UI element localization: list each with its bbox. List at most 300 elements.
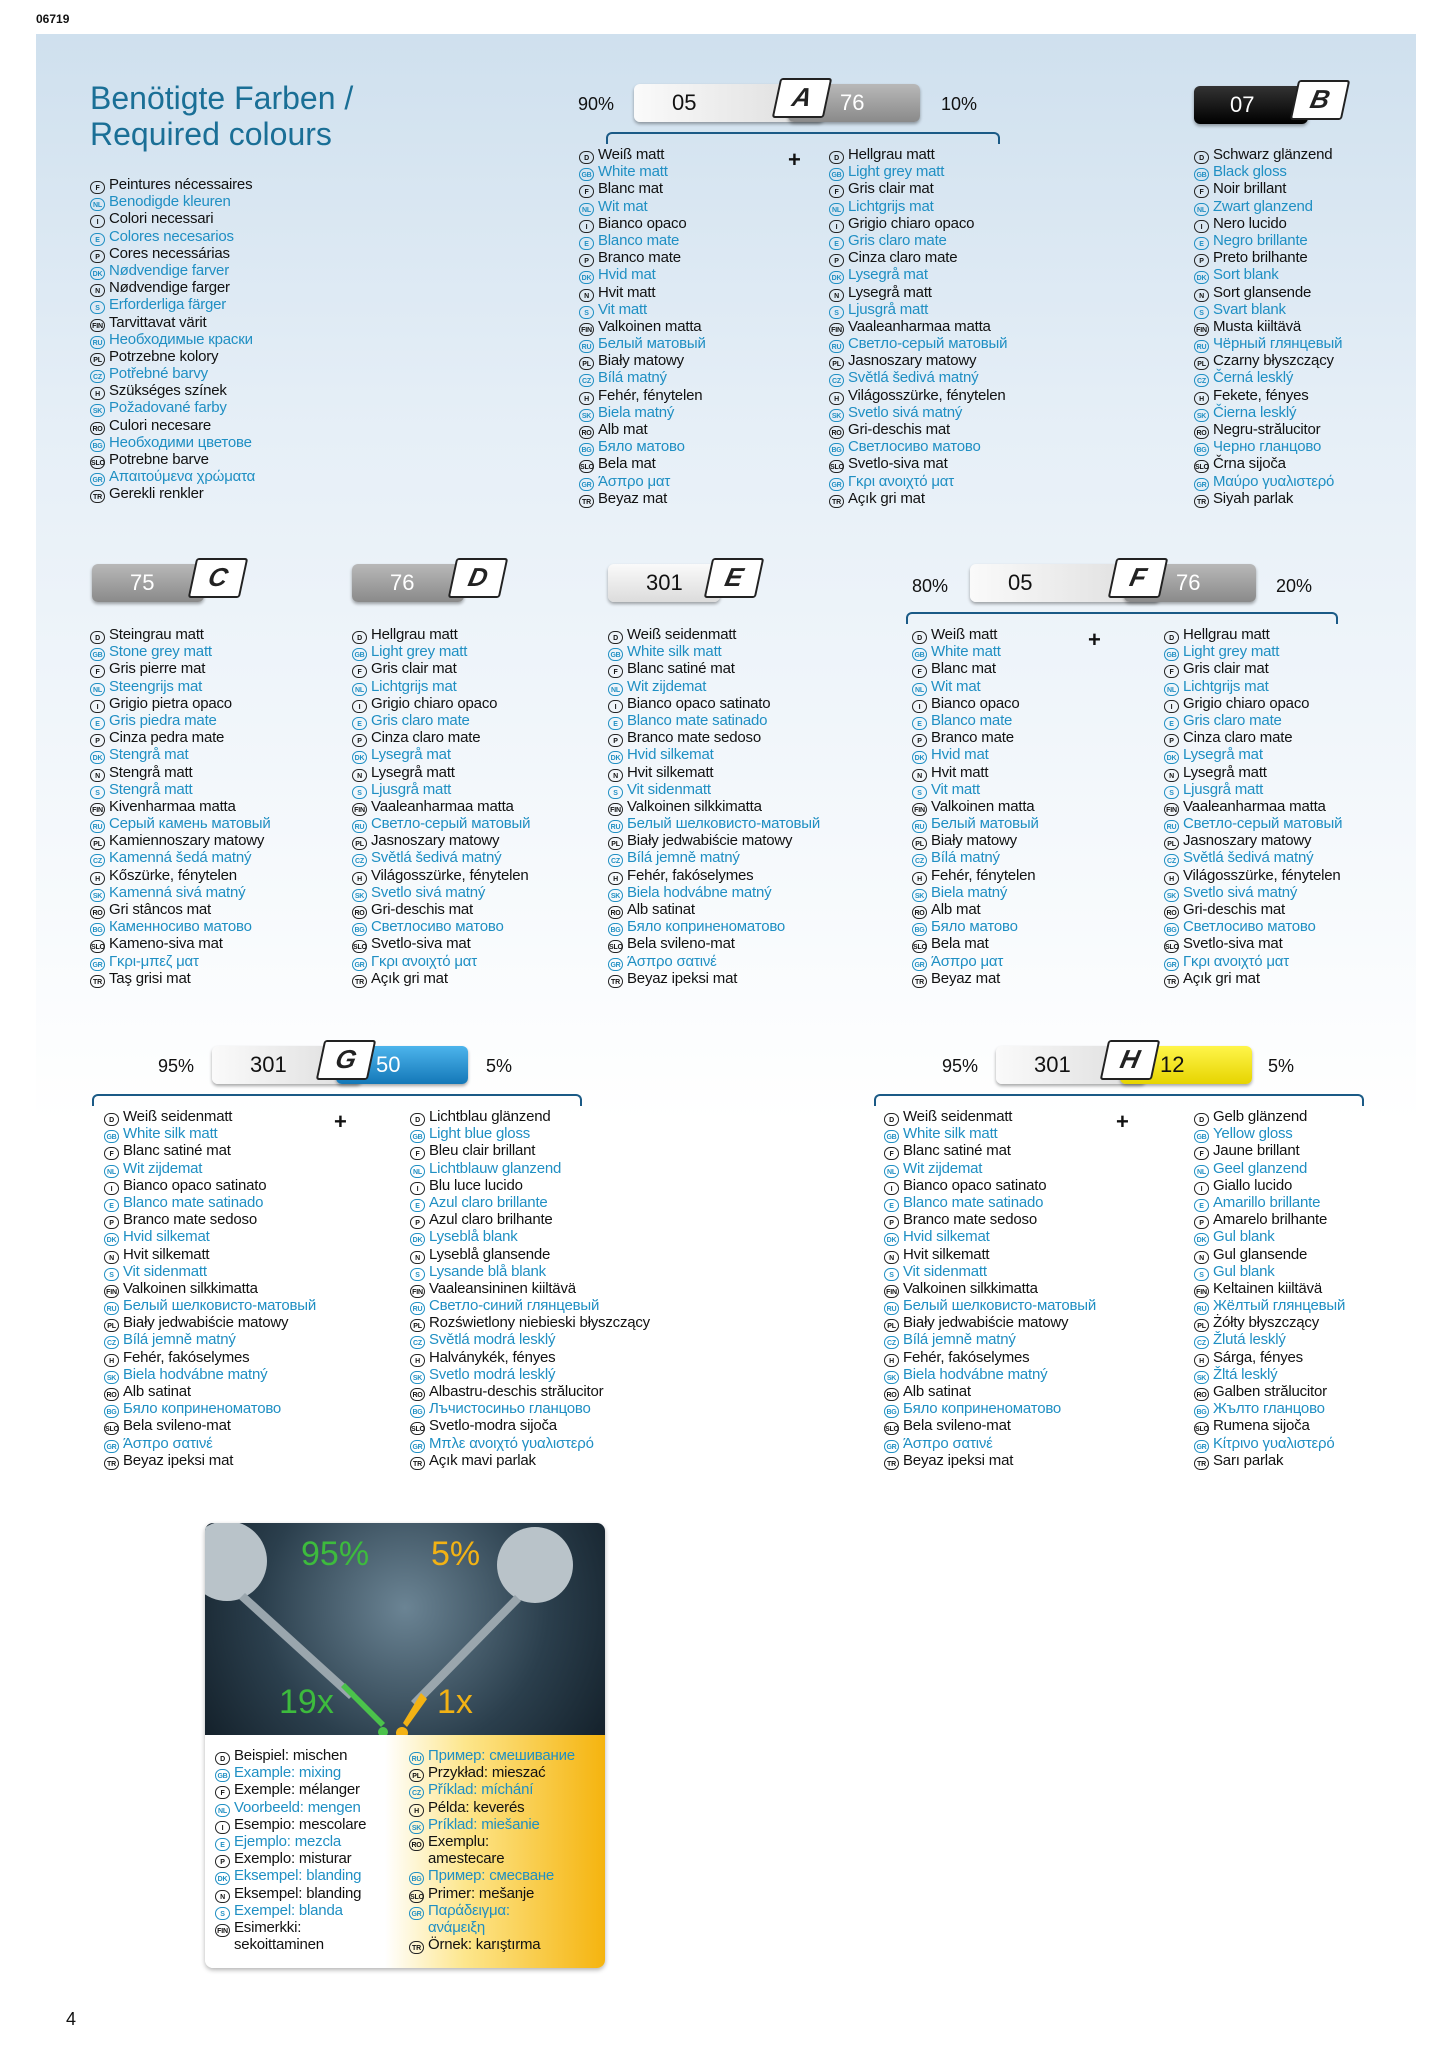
list-item <box>912 884 1039 901</box>
language-flag-icon: FIN <box>579 323 594 336</box>
list-item <box>90 314 255 331</box>
list-item-text: Biały jedwabiście matowy <box>627 832 793 850</box>
list-item-text: Gris claro mate <box>848 231 947 249</box>
list-item-text: Απαιτούμενα χρώματα <box>109 468 256 486</box>
list-item <box>90 678 271 695</box>
list-item-text: Kamiennoszary matowy <box>109 832 265 850</box>
list-item-text: Hvit silkematt <box>123 1245 210 1263</box>
list-item <box>1164 712 1342 729</box>
language-flag-icon: CZ <box>912 854 927 867</box>
list-item-text: Beyaz mat <box>598 489 668 507</box>
mix-f-left-percent: 80% <box>912 576 949 596</box>
list-item-text: Beyaz ipeksi mat <box>123 1451 234 1469</box>
list-item <box>884 1228 1096 1245</box>
language-flag-icon: H <box>1194 1354 1209 1367</box>
list-item <box>1194 1452 1345 1469</box>
list-item-text: Grigio chiaro opaco <box>1183 694 1310 712</box>
language-flag-icon: H <box>90 387 105 400</box>
list-item-text: Světlá šedivá matný <box>848 369 979 387</box>
list-item <box>90 867 271 884</box>
language-flag-icon: I <box>608 700 623 713</box>
list-item-text: Világosszürke, fénytelen <box>371 866 529 884</box>
list-item-text: Lyseblå blank <box>429 1228 518 1246</box>
language-flag-icon: E <box>104 1199 119 1212</box>
list-item-text: Bianco opaco <box>598 214 687 232</box>
list-item <box>352 626 530 643</box>
list-item <box>352 764 530 781</box>
document-code: 06719 <box>36 12 70 26</box>
list-item <box>884 1194 1096 1211</box>
list-item <box>1194 1383 1345 1400</box>
list-item-text: Grigio chiaro opaco <box>371 694 498 712</box>
mix-a-bracket <box>606 132 1000 144</box>
list-item <box>829 266 1007 283</box>
language-flag-icon: SK <box>912 889 927 902</box>
list-item-text: Biały matowy <box>931 832 1017 850</box>
list-item-text: Weiß matt <box>931 626 998 643</box>
language-flag-icon: E <box>829 237 844 250</box>
list-item <box>104 1177 316 1194</box>
mix-g-white-pot: 301 <box>212 1046 362 1084</box>
list-item-text: Beyaz ipeksi mat <box>903 1451 1014 1469</box>
list-item <box>1194 146 1342 163</box>
list-item <box>1194 1228 1345 1245</box>
list-item <box>352 884 530 901</box>
list-item <box>1164 970 1342 987</box>
list-item-text: Light blue gloss <box>429 1125 531 1143</box>
list-item-text: Svart blank <box>1213 300 1286 318</box>
list-item <box>1194 249 1342 266</box>
list-item <box>1194 421 1342 438</box>
list-item-text: Geel glanzend <box>1213 1159 1308 1177</box>
list-item-text: Grigio pietra opaco <box>109 694 232 712</box>
list-item <box>90 399 255 416</box>
list-item-text: Negru-strălucitor <box>1213 421 1321 438</box>
list-item <box>352 695 530 712</box>
list-item-text: Nødvendige farver <box>109 261 229 279</box>
list-item-text: Eksempel: blanding <box>234 1884 362 1902</box>
list-item <box>352 918 530 935</box>
language-flag-icon: I <box>215 1821 230 1834</box>
list-item-text: Esimerkki: <box>234 1918 302 1936</box>
mix-h-white-pot: 301 <box>996 1046 1146 1084</box>
language-flag-icon: GB <box>829 168 844 181</box>
language-flag-icon: N <box>90 769 105 782</box>
list-item <box>829 198 1007 215</box>
language-flag-icon: I <box>1194 220 1209 233</box>
list-item <box>829 352 1007 369</box>
list-item-text: Exemplu: <box>428 1832 489 1850</box>
list-item-text: Example: mixing <box>234 1764 342 1782</box>
list-item <box>90 485 255 502</box>
list-item-text: Bílá jemně matný <box>627 849 740 867</box>
language-flag-icon: DK <box>1194 271 1209 284</box>
list-item <box>104 1125 316 1142</box>
language-flag-icon: RU <box>352 820 367 833</box>
list-item-text: Необходимые краски <box>109 330 253 348</box>
language-flag-icon: FIN <box>90 803 105 816</box>
list-item <box>90 262 255 279</box>
language-flag-icon: SLO <box>608 940 623 953</box>
list-item <box>410 1435 650 1452</box>
list-item <box>352 867 530 884</box>
language-flag-icon: CZ <box>1194 1336 1209 1349</box>
language-flag-icon: TR <box>579 495 594 508</box>
list-item <box>884 1417 1096 1434</box>
list-item <box>829 404 1007 421</box>
list-item-text: Preto brilhante <box>1213 249 1308 267</box>
list-item-text: sekoittaminen <box>234 1936 324 1954</box>
language-flag-icon: RU <box>829 340 844 353</box>
mix-a-grey-pot: 76 <box>788 84 920 122</box>
list-item-text: Gris clair mat <box>848 180 934 198</box>
language-flag-icon: D <box>215 1752 230 1765</box>
language-flag-icon: P <box>352 734 367 747</box>
pot-c-flag: C <box>188 558 249 598</box>
language-flag-icon: E <box>912 717 927 730</box>
language-flag-icon: E <box>352 717 367 730</box>
list-item-text: Cinza claro mate <box>848 249 958 267</box>
list-item <box>829 387 1007 404</box>
language-flag-icon: PL <box>1194 1319 1209 1332</box>
list-item-text: Biela hodvábne matný <box>627 883 772 901</box>
list-item-text: Peintures nécessaires <box>109 176 253 193</box>
language-flag-icon: BG <box>829 443 844 456</box>
list-item-text: Бяло матово <box>598 438 685 456</box>
list-item-text: Gris clair mat <box>1183 660 1269 678</box>
list-item-text: Potřebné barvy <box>109 365 208 383</box>
list-item-text: Branco mate sedoso <box>903 1211 1037 1229</box>
list-item <box>215 1902 366 1919</box>
list-item <box>104 1314 316 1331</box>
language-flag-icon: CZ <box>409 1786 424 1799</box>
language-flag-icon: GR <box>1194 1440 1209 1453</box>
list-item <box>352 712 530 729</box>
language-flag-icon: DK <box>912 751 927 764</box>
language-flag-icon: H <box>884 1354 899 1367</box>
mix-g-flag: G <box>316 1040 377 1080</box>
language-flag-icon: RO <box>912 906 927 919</box>
list-item-text: Vit matt <box>931 780 980 798</box>
language-flag-icon: SK <box>90 889 105 902</box>
list-item-text: Blanco mate <box>598 231 680 249</box>
language-flag-icon: N <box>1194 289 1209 302</box>
language-flag-icon: RU <box>1164 820 1179 833</box>
list-item <box>884 1314 1096 1331</box>
list-item <box>410 1194 650 1211</box>
mix-a-left-percent: 90% <box>578 94 615 114</box>
language-flag-icon: SK <box>410 1371 425 1384</box>
list-item <box>1164 660 1342 677</box>
language-flag-icon: H <box>1164 872 1179 885</box>
language-flag-icon: BG <box>1164 923 1179 936</box>
list-item-text: Örnek: karıştırma <box>428 1936 541 1954</box>
list-item <box>579 473 706 490</box>
language-flag-icon: D <box>608 631 623 644</box>
language-flag-icon: RO <box>90 422 105 435</box>
list-item-text: Taş grisi mat <box>109 969 191 987</box>
list-item-text: Grigio chiaro opaco <box>848 214 975 232</box>
list-item <box>1194 490 1342 507</box>
list-item <box>884 1366 1096 1383</box>
language-flag-icon: GB <box>215 1769 230 1782</box>
list-item-text: Gris pierre mat <box>109 660 206 678</box>
language-flag-icon: SK <box>409 1821 424 1834</box>
stone-grey-matt-list <box>90 626 271 987</box>
language-flag-icon: NL <box>608 683 623 696</box>
list-item <box>579 180 706 197</box>
language-flag-icon: PL <box>912 837 927 850</box>
list-item <box>912 695 1039 712</box>
pot-d-grey: 76 <box>352 564 464 602</box>
list-item <box>608 729 820 746</box>
list-item-text: Alb satinat <box>903 1383 971 1400</box>
list-item <box>608 626 820 643</box>
list-item <box>104 1263 316 1280</box>
list-item-text: Fehér, fakóselymes <box>903 1348 1030 1366</box>
list-item-text: Hvid mat <box>931 746 989 764</box>
list-item-text: Siyah parlak <box>1213 489 1294 507</box>
list-item-text: Svetlo modrá lesklý <box>429 1365 556 1383</box>
list-item-text: Benodigde kleuren <box>109 193 231 211</box>
language-flag-icon: GR <box>90 473 105 486</box>
language-flag-icon: FIN <box>1194 323 1209 336</box>
list-item-text: Пример: смешивание <box>428 1747 575 1764</box>
list-item-text: Blanc mat <box>931 660 996 678</box>
mix-h-bracket <box>874 1094 1364 1106</box>
list-item <box>410 1297 650 1314</box>
language-flag-icon: SLO <box>410 1422 425 1435</box>
language-flag-icon: BG <box>884 1405 899 1418</box>
language-flag-icon: TR <box>1194 495 1209 508</box>
list-item <box>90 660 271 677</box>
language-flag-icon: CZ <box>608 854 623 867</box>
list-item <box>1164 626 1342 643</box>
language-flag-icon: DK <box>352 751 367 764</box>
language-flag-icon: RO <box>1164 906 1179 919</box>
list-item-text: Wit mat <box>931 677 981 695</box>
list-item-text: Exemple: mélanger <box>234 1781 360 1799</box>
list-item <box>409 1902 575 1919</box>
language-flag-icon: GR <box>579 478 594 491</box>
list-item-text: Bianco opaco <box>931 694 1020 712</box>
list-item <box>1194 1142 1345 1159</box>
list-item-text: Bílá jemně matný <box>903 1331 1016 1349</box>
language-flag-icon: I <box>579 220 594 233</box>
list-item <box>410 1108 650 1125</box>
language-flag-icon: NL <box>90 198 105 211</box>
list-item <box>829 146 1007 163</box>
language-flag-icon: DK <box>608 751 623 764</box>
language-flag-icon: H <box>608 872 623 885</box>
language-flag-icon: RO <box>579 426 594 439</box>
language-flag-icon: NL <box>1164 683 1179 696</box>
language-flag-icon: S <box>104 1268 119 1281</box>
list-item-text: Fehér, fénytelen <box>598 386 703 404</box>
list-item-text: Bela svileno-mat <box>903 1417 1011 1435</box>
language-flag-icon: D <box>104 1113 119 1126</box>
list-item <box>912 849 1039 866</box>
list-item-text: Blanco mate satinado <box>627 711 768 729</box>
language-flag-icon: I <box>352 700 367 713</box>
black-gloss-list <box>1194 146 1342 507</box>
list-item-text: Beyaz ipeksi mat <box>627 969 738 987</box>
list-item-text: Svetlo sivá matný <box>848 403 963 421</box>
list-item-text: Vaaleanharmaa matta <box>371 797 514 815</box>
list-item-text: Světlá modrá lesklý <box>429 1331 556 1349</box>
list-item <box>1194 180 1342 197</box>
list-item <box>90 626 271 643</box>
list-item <box>410 1366 650 1383</box>
list-item <box>215 1747 366 1764</box>
list-item-text: Gelb glänzend <box>1213 1108 1308 1125</box>
language-flag-icon: FIN <box>608 803 623 816</box>
language-flag-icon: I <box>884 1182 899 1195</box>
list-item <box>1194 352 1342 369</box>
list-item <box>90 712 271 729</box>
list-item <box>884 1263 1096 1280</box>
language-flag-icon: E <box>410 1199 425 1212</box>
light-grey-matt-list-f <box>1164 626 1342 987</box>
list-item-text: Bílá matný <box>598 369 667 387</box>
list-item-text: Lysegrå mat <box>371 746 451 764</box>
language-flag-icon: TR <box>104 1457 119 1470</box>
list-item <box>104 1366 316 1383</box>
list-item <box>608 918 820 935</box>
language-flag-icon: N <box>1194 1251 1209 1264</box>
list-item <box>1164 695 1342 712</box>
list-item <box>104 1280 316 1297</box>
list-item <box>90 953 271 970</box>
list-item <box>352 970 530 987</box>
list-item <box>884 1125 1096 1142</box>
language-flag-icon: P <box>579 254 594 267</box>
list-item-text: Stengrå mat <box>109 746 189 764</box>
list-item-text: Wit zijdemat <box>903 1159 983 1177</box>
language-flag-icon: GB <box>579 168 594 181</box>
list-item <box>215 1816 366 1833</box>
list-item-text: Fehér, fénytelen <box>931 866 1036 884</box>
list-item-text: Gris clair mat <box>371 660 457 678</box>
list-item-text: Voorbeeld: mengen <box>234 1798 361 1816</box>
list-item <box>104 1297 316 1314</box>
list-item-text: Primer: mešanje <box>428 1884 535 1902</box>
list-item-text: Valkoinen silkkimatta <box>123 1279 258 1297</box>
language-flag-icon: FIN <box>884 1285 899 1298</box>
list-item-text: Galben strălucitor <box>1213 1383 1327 1400</box>
list-item-text: Светлосиво матово <box>371 918 504 936</box>
mix-a-right-percent: 10% <box>941 94 978 114</box>
list-item-text: Bílá matný <box>931 849 1000 867</box>
language-flag-icon: S <box>215 1907 230 1920</box>
language-flag-icon: PL <box>90 837 105 850</box>
pot-e-flag: E <box>704 558 765 598</box>
list-item-text: Világosszürke, fénytelen <box>1183 866 1341 884</box>
list-item <box>352 729 530 746</box>
list-item-text: Jasnoszary matowy <box>848 352 977 370</box>
list-item-text: Hvid silkemat <box>903 1228 990 1246</box>
language-flag-icon: N <box>829 289 844 302</box>
language-flag-icon: N <box>215 1890 230 1903</box>
list-item-text: Příklad: míchání <box>428 1781 534 1799</box>
list-item <box>410 1417 650 1434</box>
list-item <box>829 438 1007 455</box>
pot-b-flag: B <box>1290 80 1351 120</box>
list-item <box>1164 729 1342 746</box>
language-flag-icon: SK <box>579 409 594 422</box>
list-item-text: Κίτρινο γυαλιστερό <box>1213 1434 1335 1452</box>
list-item <box>608 970 820 987</box>
list-item-text: Vit sidenmatt <box>627 780 711 798</box>
language-flag-icon: H <box>104 1354 119 1367</box>
list-item <box>410 1160 650 1177</box>
list-item-text: Vit matt <box>598 300 647 318</box>
list-item <box>90 746 271 763</box>
language-flag-icon: RU <box>410 1302 425 1315</box>
list-item-text: Черно гланцово <box>1213 438 1322 456</box>
list-item-text: Μαύρο γυαλιστερό <box>1213 472 1335 490</box>
language-flag-icon: S <box>1164 786 1179 799</box>
language-flag-icon: TR <box>912 975 927 988</box>
list-item-text: Бяло коприненоматово <box>903 1400 1062 1418</box>
list-item <box>912 781 1039 798</box>
list-item <box>608 643 820 660</box>
list-item-text: Gri-deschis mat <box>1183 901 1286 918</box>
language-flag-icon: P <box>215 1855 230 1868</box>
list-item <box>352 798 530 815</box>
mix-a-plus: + <box>788 147 801 172</box>
list-item-text: ανάμειξη <box>428 1918 485 1936</box>
list-item <box>90 382 255 399</box>
language-flag-icon: SK <box>90 404 105 417</box>
list-item-text: Žltá lesklý <box>1213 1365 1278 1383</box>
list-item <box>409 1764 575 1781</box>
list-item-text: Svetlo-modra sijoča <box>429 1417 557 1435</box>
list-item-text: Светло-серый матовый <box>1183 815 1343 833</box>
language-flag-icon: PL <box>409 1769 424 1782</box>
list-item <box>409 1816 575 1833</box>
list-item <box>352 935 530 952</box>
language-flag-icon: S <box>829 306 844 319</box>
language-flag-icon: PL <box>829 357 844 370</box>
list-item-text: Azul claro brilhante <box>429 1211 553 1229</box>
list-item-text: Fehér, fakóselymes <box>627 866 754 884</box>
language-flag-icon: SLO <box>1164 940 1179 953</box>
language-flag-icon: S <box>579 306 594 319</box>
list-item <box>409 1833 575 1850</box>
language-flag-icon: SK <box>1164 889 1179 902</box>
language-flag-icon: I <box>829 220 844 233</box>
list-item <box>215 1799 366 1816</box>
list-item <box>829 421 1007 438</box>
language-flag-icon: S <box>1194 306 1209 319</box>
list-item-text: Vaaleanharmaa matta <box>848 317 991 335</box>
language-flag-icon: TR <box>1164 975 1179 988</box>
language-flag-icon: P <box>104 1216 119 1229</box>
list-item-text: Açık gri mat <box>1183 969 1260 987</box>
mix-h-flag: H <box>1100 1040 1161 1080</box>
language-flag-icon: I <box>90 215 105 228</box>
language-flag-icon: RO <box>608 906 623 919</box>
list-item-text: White silk matt <box>123 1125 218 1143</box>
mix-g-blue-pot: 50 <box>336 1046 468 1084</box>
language-flag-icon: P <box>912 734 927 747</box>
language-flag-icon: PL <box>884 1319 899 1332</box>
list-item-text: Παράδειγμα: <box>428 1901 510 1919</box>
list-item <box>1194 1349 1345 1366</box>
language-flag-icon: BG <box>1194 443 1209 456</box>
list-item <box>1194 369 1342 386</box>
